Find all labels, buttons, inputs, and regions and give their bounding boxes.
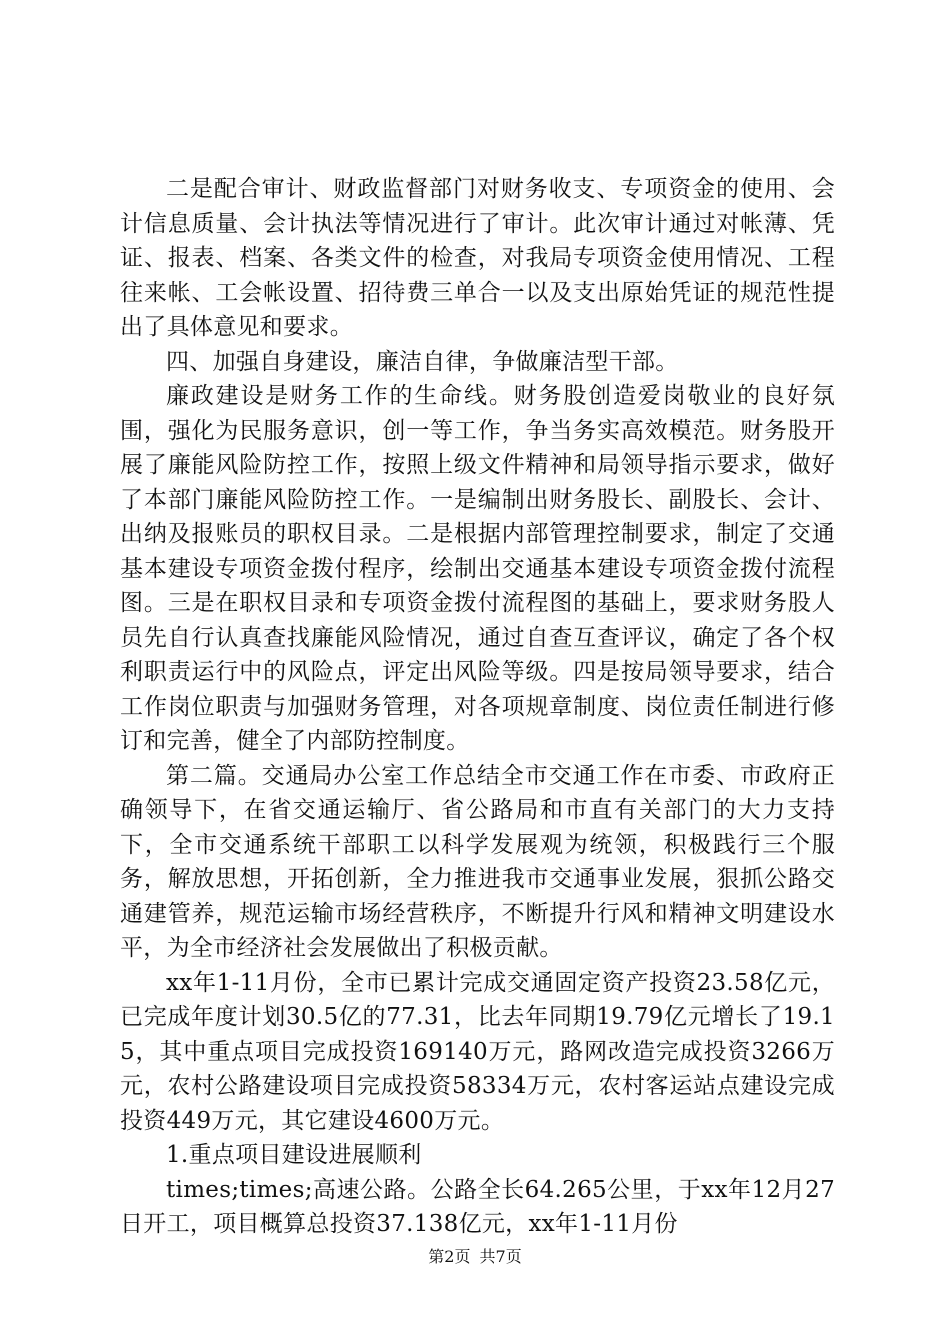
document-body <box>120 172 835 1242</box>
paragraph-highway: times;times;高速公路。公路全长64.265公里，于xx年12月27日开工，项目概算总投资37.138亿元，xx年1-11月份 <box>120 1176 835 1237</box>
page-total: 共7页 <box>479 1247 522 1266</box>
subheading-key-projects: 1.重点项目建设进展顺利 <box>166 1142 422 1168</box>
section-heading-four: 四、加强自身建设，廉洁自律，争做廉洁型干部。 <box>166 348 679 375</box>
paragraph-integrity: 廉政建设是财务工作的生命线。财务股创造爱岗敬业的良好氛围，强化为民服务意识，创一等工作，争当务实高效模范。财务股开展了廉能风险防控工作，按照上级文件精神和局领导指示要求，做好了本部门廉能风险防控工作。一是编制出财务股长、副股长、会计、出纳及报账员的职权目录。二是根据内部管理控制要求，制定了交通基本建设专项资金拨付程序，绘制出交通基本建设专项资金拨付流程图。三是在职权目录和专项资金拨付流程图的基础上，要求财务股人员先自行认真查找廉能风险情况，通过自查互查评议，确定了各个权利职责运行中的风险点，评定出风险等级。四是按局领导要求，结合工作岗位职责与加强财务管理，对各项规章制度、岗位责任制进行修订和完善，健全了内部防控制度。 <box>120 383 835 754</box>
paragraph-second-article: 第二篇。交通局办公室工作总结全市交通工作在市委、市政府正确领导下，在省交通运输厅、省公路局和市直有关部门的大力支持下，全市交通系统干部职工以科学发展观为统领，积极践行三个服务，解放思想，开拓创新，全力推进我市交通事业发展，狠抓公路交通建管养，规范运输市场经营秩序，不断提升行风和精神文明建设水平，为全市经济社会发展做出了积极贡献。 <box>120 762 835 961</box>
page-footer <box>0 1244 950 1267</box>
paragraph-investment: xx年1-11月份，全市已累计完成交通固定资产投资23.58亿元，已完成年度计划30.5亿的77.31，比去年同期19.79亿元增长了19.15，其中重点项目完成投资169140万元，路网改造完成投资3266万元，农村公路建设项目完成投资58334万元，农村客运站点建设完成投资449万元，其它建设4600万元。 <box>120 969 835 1134</box>
page-number: 第2页 <box>428 1247 471 1266</box>
paragraph-audit: 二是配合审计、财政监督部门对财务收支、专项资金的使用、会计信息质量、会计执法等情况进行了审计。此次审计通过对帐薄、凭证、报表、档案、各类文件的检查，对我局专项资金使用情况、工程往来帐、工会帐设置、招待费三单合一以及支出原始凭证的规范性提出了具体意见和要求。 <box>120 176 835 340</box>
